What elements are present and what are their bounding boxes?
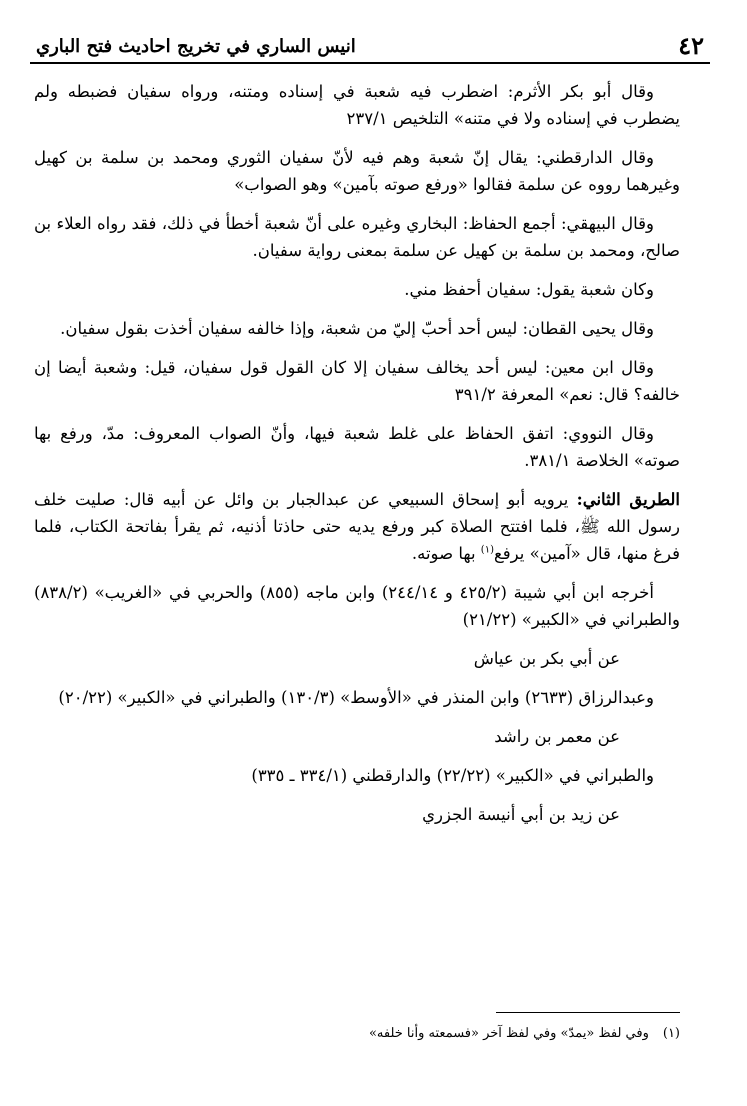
footnote-text: وفي لفظ «يمدّ» وفي لفظ آخر «فسمعته وأنا خلفه» [368,1026,649,1041]
page-number: ٤٢ [678,31,704,60]
footnote-separator [496,1012,680,1013]
paragraph-takhrij-2: وعبدالرزاق (٢٦٣٣) وابن المنذر في «الأوسط» (١٣٠/٣) والطبراني في «الكبير» (٢٠/٢٢) [58,688,654,707]
footnote-number: (١) [662,1026,680,1041]
paragraph-daraqutni: وقال الدارقطني: يقال إنّ شعبة وهم فيه لأنّ سفيان الثوري ومحمد بن سلمة بن كهيل وغيرهما رووه عن سلمة فقالوا «ورفع صوته بآمين» وهو الصواب» [34,148,680,194]
running-title: انيس الساري في تخريج احاديث فتح الباري [36,36,356,57]
body-text [34,78,680,840]
footnote-ref: (١) [480,544,494,556]
paragraph-ibn-maeen: وقال ابن معين: ليس أحد يخالف سفيان إلا كان القول قول سفيان، قيل: وشعبة أيضا إن خالفه؟ قال: نعم» المعرفة ٣٩١/٢ [34,358,680,404]
paragraph-shuba: وكان شعبة يقول: سفيان أحفظ مني. [404,280,654,299]
paragraph-second-route: الطريق الثاني: يرويه أبو إسحاق السبيعي عن عبدالجبار بن وائل عن أبيه قال: صليت خلف رسول الله ﷺ، فلما افتتح الصلاة كبر ورفع يديه حتى حاذتا أذنيه، ثم يقرأ بفاتحة الكتاب، فلما فرغ منها، قال «آمين» يرفع$^{(١)}$ بها صوته. [34,490,680,563]
page-header [30,30,710,64]
paragraph-qattan: وقال يحيى القطان: ليس أحد أحبّ إليّ من شعبة، وإذا خالفه سفيان أخذت بقول سفيان. [60,319,654,338]
paragraph-nawawi: وقال النووي: اتفق الحفاظ على غلط شعبة فيها، وأنّ الصواب المعروف: مدّ، ورفع بها صوته» الخلاصة ٣٨١/١. [34,424,680,470]
paragraph-athram: وقال أبو بكر الأثرم: اضطرب فيه شعبة في إسناده ومتنه، ورواه سفيان فضبطه ولم يضطرب في إسناده ولا في متنه» التلخيص ٢٣٧/١ [34,82,680,128]
paragraph-takhrij-1: أخرجه ابن أبي شيبة (٤٢٥/٢ و ٢٤٤/١٤) وابن ماجه (٨٥٥) والحربي في «الغريب» (٨٣٨/٢) والطبراني في «الكبير» (٢١/٢٢) [34,583,680,629]
footnote [80,1024,680,1044]
narrator-chain-1: عن أبي بكر بن عياش [473,649,620,668]
section-lead: الطريق الثاني: [576,490,680,509]
paragraph-bayhaqi: وقال البيهقي: أجمع الحفاظ: البخاري وغيره على أنّ شعبة أخطأ في ذلك، فقد رواه العلاء بن صالح، ومحمد بن سلمة بن كهيل عن سلمة بمعنى رواية سفيان. [34,214,680,260]
paragraph-takhrij-3: والطبراني في «الكبير» (٢٢/٢٢) والدارقطني (٣٣٤/١ ـ ٣٣٥) [251,766,654,785]
narrator-chain-2: عن معمر بن راشد [494,727,620,746]
narrator-chain-3: عن زيد بن أبي أنيسة الجزري [422,805,620,824]
